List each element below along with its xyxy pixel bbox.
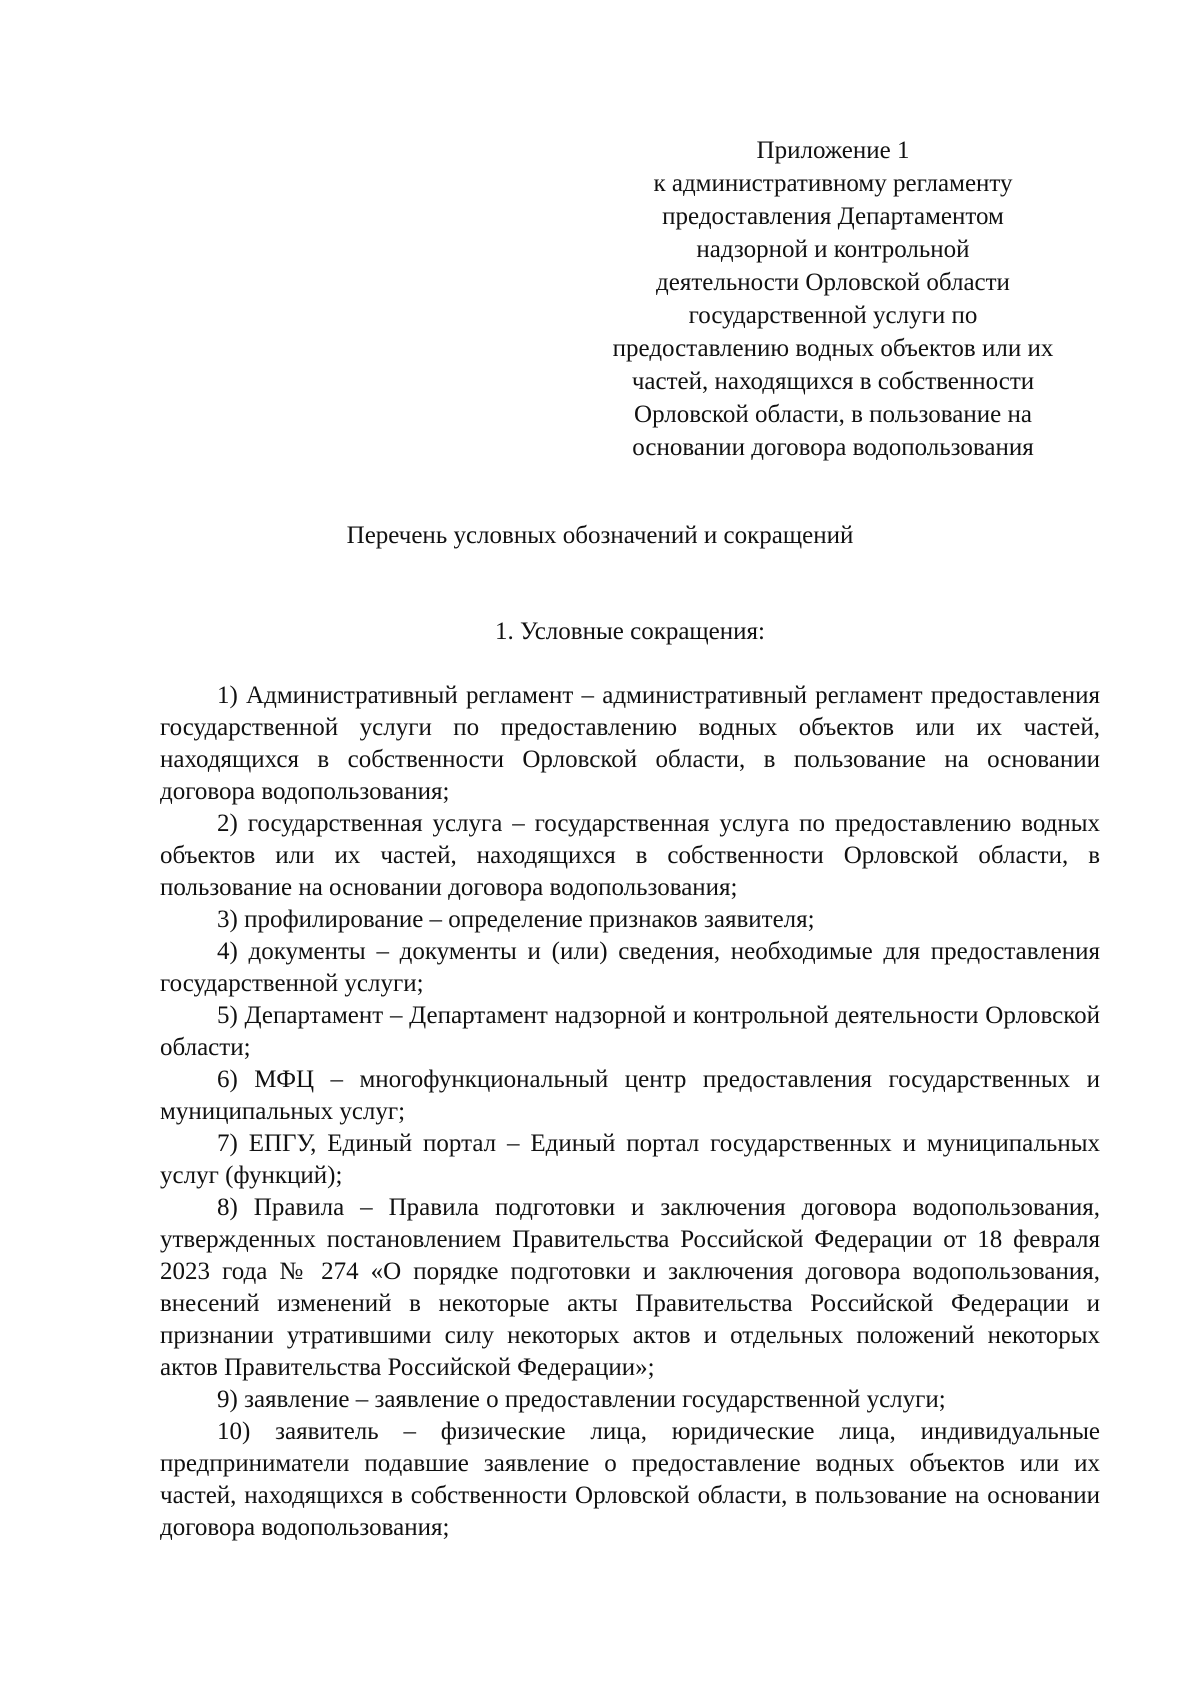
- list-item: 9) заявление – заявление о предоставлении государственной услуги;: [217, 1386, 946, 1413]
- list-item: 2) государственная услуга – государственная услуга по предоставлению водных объектов или их частей, находящихся в собственности Орловской области, в пользование на основании договора водопользования;: [160, 810, 1100, 901]
- appendix-header: [578, 134, 1088, 464]
- appendix-line: государственной услуги по: [688, 302, 978, 329]
- list-item: 3) профилирование – определение признаков заявителя;: [217, 906, 815, 933]
- list-item: 1) Административный регламент – административный регламент предоставления государственной услуги по предоставлению водных объектов или их частей, находящихся в собственности Орловской области, в пользование на основании договора водопользования;: [160, 682, 1100, 805]
- appendix-line: деятельности Орловской области: [656, 269, 1010, 296]
- appendix-line: Приложение 1: [756, 137, 910, 164]
- appendix-line: надзорной и контрольной: [696, 236, 970, 263]
- list-item: 7) ЕПГУ, Единый портал – Единый портал государственных и муниципальных услуг (функций);: [160, 1130, 1100, 1189]
- list-item: 5) Департамент – Департамент надзорной и контрольной деятельности Орловской области;: [160, 1002, 1100, 1061]
- list-item: 6) МФЦ – многофункциональный центр предоставления государственных и муниципальных услуг;: [160, 1066, 1100, 1125]
- list-item: 4) документы – документы и (или) сведения, необходимые для предоставления государственной услуги;: [160, 938, 1100, 997]
- appendix-line: к административному регламенту: [653, 170, 1013, 197]
- appendix-line: предоставлению водных объектов или их: [612, 335, 1054, 362]
- appendix-line: основании договора водопользования: [632, 434, 1034, 461]
- appendix-line: частей, находящихся в собственности: [631, 368, 1035, 395]
- appendix-line: Орловской области, в пользование на: [634, 401, 1032, 428]
- abbreviations-list: [160, 680, 1100, 1544]
- section-heading: 1. Условные сокращения:: [495, 618, 765, 645]
- appendix-line: предоставления Департаментом: [662, 203, 1004, 230]
- list-item: 8) Правила – Правила подготовки и заключения договора водопользования, утвержденных постановлением Правительства Российской Федерации от 18 февраля 2023 года № 274 «О порядке подготовки и заключения договора водопользования, внесений изменений в некоторые акты Правительства Российской Федерации и признании утратившими силу некоторых актов и отдельных положений некоторых актов Правительства Российской Федерации»;: [160, 1194, 1100, 1381]
- list-item: 10) заявитель – физические лица, юридические лица, индивидуальные предприниматели подавшие заявление о предоставление водных объектов или их частей, находящихся в собственности Орловской области, в пользование на основании договора водопользования;: [160, 1418, 1100, 1541]
- document-title: Перечень условных обозначений и сокращений: [346, 522, 854, 549]
